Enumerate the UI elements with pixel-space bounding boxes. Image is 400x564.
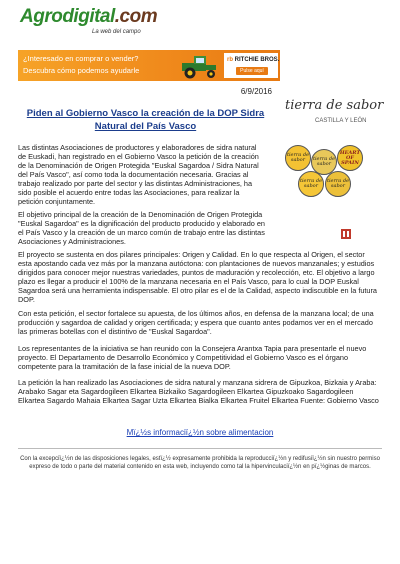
article-date: 6/9/2016 [240, 87, 272, 96]
pulse-aqui-button[interactable]: Pulse aquí [236, 67, 268, 75]
article-paragraph-1: Las distintas Asociaciones de productores y elaboradores de sidra natural de Euskadi, han registrado en el Gobierno Vasco la petición de la creación de la Denominación de Origen Protegida "Euskal Sagardoa / Sidra Natural del País Vasco", así como toda la documentación necesaria. Gracias al trabajo realizado por parte del sector y las distintas Administraciones, ha sido posible el acuerdo entre todas las Asociaciones, para realizar la petición conjuntamente. [18, 143, 259, 206]
footer-divider [18, 448, 382, 449]
article-paragraph-4: Con esta petición, el sector fortalece su apuesta, de los últimos años, en defensa de la manzana local; de una producción y sagardoa de calidad y origen certificada; y espera que cuanto antes podamos ver en el mercado las primeras botellas con el distintivo de "Euskal Sagardoa". [18, 309, 374, 336]
ritchie-bros-ad[interactable] [224, 53, 278, 78]
more-info-link[interactable]: Mï¿½s informaciï¿½n sobre alimentacion [126, 428, 274, 437]
tractor-icon [180, 53, 220, 79]
cider-bottle-icon [340, 228, 352, 240]
banner-subline: Descubra cómo podemos ayudarle [23, 66, 140, 75]
tierra-badges [285, 145, 365, 200]
badge-tierra-1: tierra de sabor [285, 145, 311, 171]
badge-heart-of-spain: HEART OF SPAIN [337, 145, 363, 171]
legal-footer: Con la excepciï¿½n de las disposiciones legales, estï¿½ expresamente prohibida la reproducciï¿½n y redifusiï¿½n sin nuestro permiso expreso de todo o parte del material contenido en esta web, incluyendo como tal la hipervinculaciï¿½n en pï¿½ginas de marcos. [20, 456, 380, 470]
article-title: Piden al Gobierno Vasco la creación de la DOP Sidra Natural del País Vasco [26, 108, 265, 132]
tierra-de-sabor-logo[interactable] [285, 98, 384, 130]
logo-wordmark: Agrodigital.com [20, 6, 158, 27]
badge-tierra-2: tierra de sabor [311, 149, 337, 175]
logo-tagline: La web del campo [92, 29, 141, 35]
article-paragraph-5: Los representantes de la iniciativa se han reunido con la Consejera Arantxa Tapia para presentarle el nuevo proyecto. El Departamento de Desarrollo Económico y Competitividad el Gobierno Vasco es el órgano competente para la tramitación de la fase inicial de la nueva DOP. [18, 344, 367, 371]
tierra-logo-text: tierra de sabor [285, 98, 384, 113]
banner-headline: ¿Interesado en comprar o vender? [23, 54, 139, 63]
article-paragraph-2: El objetivo principal de la creación de la Denominación de Origen Protegida "Euskal Sagardoa" es la dignificación del producto producido y elaborado en el País Vasco y la creación de un marco común de trabajo entre las distintas Asociaciones y Administraciones. [18, 210, 265, 246]
article-paragraph-3: El proyecto se sustenta en dos pilares principales: Origen y Calidad. En lo que respecta al Origen, el sector esta apostando cada vez más por la manzana autóctona: con plantaciones de nuevos manzanales; y estudios dirigidos para conocer mejor nuestras variedades, puntos de maduración y recolección, etc. El objetivo a largo plazo es llegar a producir el 100% de la manzana necesaria en el País Vasco, para lo cual la DOP Euskal Sagardoa será una herramienta indispensable. El otro pilar es el de la Calidad, aspecto indiscutible en la futura DOP. [18, 250, 377, 304]
site-logo[interactable] [20, 6, 220, 46]
badge-tierra-4: tierra de sabor [325, 171, 351, 197]
ritchie-bros-logo: rb RITCHIE BROS. [227, 57, 280, 63]
ad-banner[interactable] [18, 50, 280, 81]
tierra-logo-sub: CASTILLA Y LEÓN [315, 118, 367, 124]
article-paragraph-6: La petición la han realizado las Asociaciones de sidra natural y manzana sidrera de Gipuzkoa, Bizkaia y Araba: Arabako Sagar eta Sagardogileen Elkartea Bizkaiko Sagardogileen Elkartea Gipuzkoako Sagardogileen Elkartea Sagardo Mahaia Elkartea Sagar Uzta Elkartea Bialka Elkartea Fruitel Elkartea Fuente: Gobierno Vasco [18, 378, 379, 405]
badge-tierra-3: tierra de sabor [298, 171, 324, 197]
